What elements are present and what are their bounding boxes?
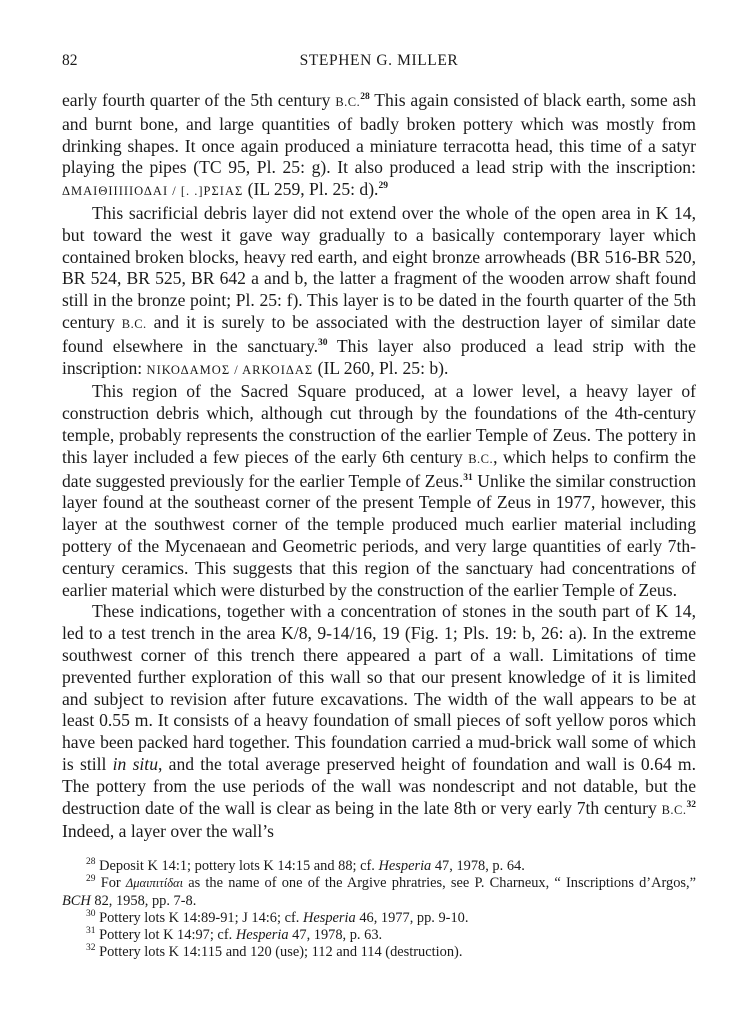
footnote (62, 875, 696, 909)
paragraph (62, 381, 696, 601)
text-run: , which helps to confirm the date suggested previously for the earlier Temple of Zeus. (62, 446, 696, 491)
text-run: These indications, together with a concentration of stones in the south part of K 14, led to a test trench in the area K/8, 9-14/16, 19 (Fig. 1; Pls. 19: b, 26: a). In the extreme southwest corner of this trench there appeared a part of a wall. Limitations of time prevented further exploration of this wall so that our present knowledge of it is limited and subject to revision after future excavations. The width of the wall appears to be at least 0.55 m. It consists of a heavy foundation of small pieces of soft yellow poros which have been packed hard together. This foundation carried a mud-brick wall some of which is still (62, 601, 696, 774)
text-run: Pottery lots K 14:89-91; J 14:6; cf. (99, 909, 303, 926)
footnote-number: 32 (86, 943, 96, 954)
body-text (62, 90, 696, 843)
text-run: (IL 260, Pl. 25: b). (313, 357, 449, 378)
text-run: For (100, 875, 126, 892)
footnote-ref: 32 (686, 799, 696, 810)
paragraph (62, 203, 696, 381)
greek-term: Δμαιπιτίδαι (125, 876, 184, 891)
paragraph (62, 601, 696, 843)
text-run: as the name of one of the Argive phratries, see P. Charneux, “ Inscriptions d’Argos,” (183, 875, 696, 892)
footnotes (62, 858, 696, 961)
text-run: This sacrificial debris layer did not extend over the whole of the open area in K 14, but toward the west it gave way gradually to a basically contemporary layer which contained broken blocks, heavy red earth, and eight bronze arrowheads (BR 516-BR 520, BR 524, BR 525, BR 642 a and b, the latter a fragment of the wooden arrow shaft found still in the bronze point; Pl. 25: f). This layer is to be dated in the fourth quarter of the 5th century (62, 202, 696, 332)
footnote-number: 31 (86, 926, 96, 937)
text-run: and it is surely to be associated with the destruction layer of similar date found elsewhere in the sanctuary. (62, 311, 696, 356)
footnote-ref: 29 (378, 181, 388, 192)
inscription-text: ΝΙΚΟΔΑΜΟΣ / ΑRΚΟΙΔΑΣ (146, 362, 314, 377)
text-run: This layer also produced a lead strip with the inscription: (62, 335, 696, 378)
text-run: Pottery lot K 14:97; cf. (99, 926, 236, 943)
italic-text: Hesperia (302, 909, 356, 926)
page-number: 82 (62, 52, 78, 69)
text-run: Deposit K 14:1; pottery lots K 14:15 and 88; cf. (99, 858, 379, 875)
text-run: (IL 259, Pl. 25: d). (243, 179, 379, 200)
footnote (62, 927, 696, 944)
text-run: 47, 1978, p. 63. (288, 926, 383, 943)
footnote-ref: 28 (360, 92, 370, 103)
inscription-text: ΔΜΑΙΘΙΙΙΙΙΟΔΑΙ / [. .]ΡΣΙΑΣ (62, 184, 244, 199)
text-run: early fourth quarter of the 5th century (62, 90, 336, 110)
italic-text: BCH (62, 892, 91, 909)
small-caps-text: B.C. (468, 451, 494, 466)
paragraph (62, 90, 696, 203)
small-caps-text: B.C. (335, 95, 361, 109)
small-caps-text: B.C. (121, 316, 147, 331)
footnote-number: 29 (86, 874, 96, 885)
italic-text: Hesperia (378, 858, 432, 875)
italic-text: in situ (112, 753, 158, 774)
footnote-ref: 31 (463, 472, 473, 483)
footnote (62, 944, 696, 961)
footnote-number: 28 (86, 857, 96, 868)
italic-text: Hesperia (235, 926, 289, 943)
footnote (62, 858, 696, 875)
text-run: Pottery lots K 14:115 and 120 (use); 112 and 114 (destruction). (99, 944, 463, 961)
running-head: STEPHEN G. MILLER (299, 52, 459, 69)
text-run: 46, 1977, pp. 9-10. (355, 909, 469, 926)
text-run: Unlike the similar construction layer found at the southeast corner of the present Temple of Zeus in 1977, however, this layer at the southwest corner of the temple produced much earlier material including pottery of the Mycenaean and Geometric periods, and very large quantities of early 7th-century ceramics. This suggests that this region of the sanctuary had concentrations of earlier material which were disturbed by the construction of the earlier Temple of Zeus. (62, 470, 696, 600)
small-caps-text: B.C. (661, 802, 687, 817)
text-run: Indeed, a layer over the wall’s (62, 821, 275, 842)
page-header (62, 52, 696, 74)
footnote (62, 910, 696, 927)
text-run: 82, 1958, pp. 7-8. (90, 892, 197, 909)
footnote-ref: 30 (318, 337, 328, 348)
text-run: 47, 1978, p. 64. (431, 858, 525, 875)
text-run: This region of the Sacred Square produced, at a lower level, a heavy layer of construction debris which, although cut through by the foundations of the 4th-century temple, probably represents the construction of the earlier Temple of Zeus. The pottery in this layer included a few pieces of the early 6th century (62, 381, 696, 467)
text-run: , and the total average preserved height of foundation and wall is 0.64 m. The pottery from the use periods of the wall was nondescript and not datable, but the destruction date of the wall is clear as being in the late 8th or very early 7th century (62, 753, 696, 818)
text-run: This again consisted of black earth, some ash and burnt bone, and large quantities of badly broken pottery which was mostly from drinking shapes. It once again produced a miniature terracotta head, this time of a satyr playing the pipes (TC 95, Pl. 25: g). It also produced a lead strip with the inscription: (62, 90, 696, 178)
page (62, 52, 696, 961)
footnote-number: 30 (86, 908, 96, 919)
